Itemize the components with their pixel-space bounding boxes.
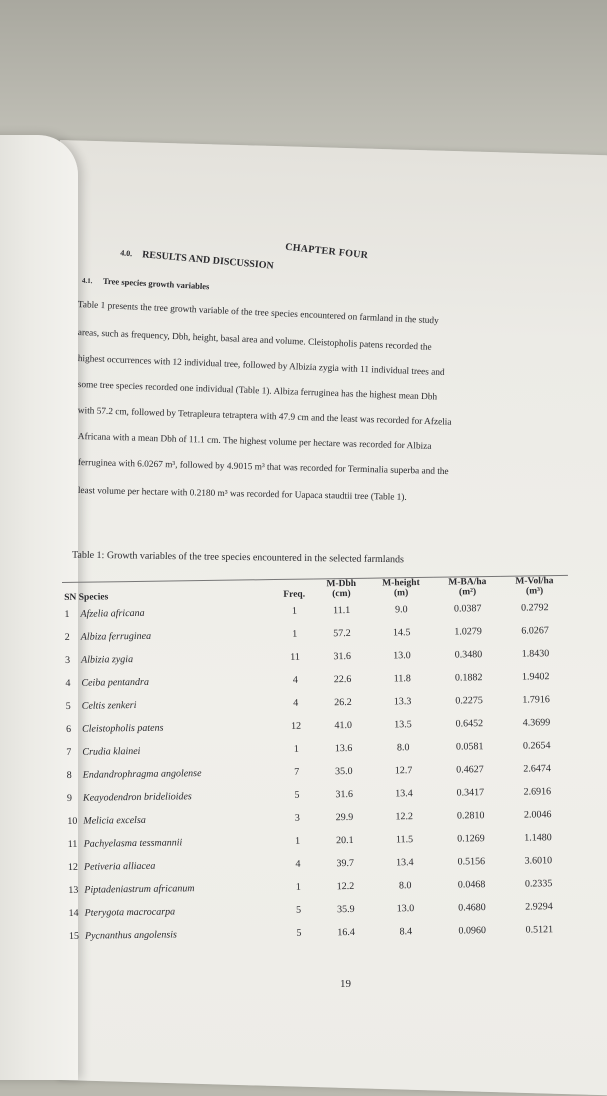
chapter-heading: CHAPTER FOUR [284, 241, 369, 262]
row-species: Pycnanthus angolensis [84, 929, 177, 942]
row-ba: 0.5156 [457, 856, 486, 868]
row-species: Petiveria alliacea [83, 860, 156, 873]
row-freq: 4 [295, 858, 301, 870]
page-number: 19 [340, 978, 351, 990]
row-dbh: 11.1 [332, 604, 351, 617]
row-vol: 0.2792 [520, 602, 549, 614]
row-species: Piptadeniastrum africanum [84, 883, 195, 896]
row-sn: 9 [66, 792, 73, 804]
row-dbh: 31.6 [333, 650, 352, 663]
row-freq: 1 [292, 628, 298, 640]
header-vol-unit: (m³) [525, 586, 544, 597]
row-dbh: 22.6 [333, 673, 352, 686]
row-freq: 1 [291, 605, 298, 617]
row-sn: 7 [66, 746, 72, 758]
row-sn: 6 [65, 723, 72, 735]
row-ba: 0.4627 [456, 764, 484, 776]
paragraph-line: least volume per hectare with 0.2180 m³ was recorded for Uapaca staudtii tree (Table 1). [77, 486, 407, 503]
row-species: Pachyelasma tessmannii [83, 837, 183, 850]
row-sn: 11 [67, 838, 78, 850]
row-freq: 12 [290, 720, 302, 732]
paragraph-line: ferruginea with 6.0267 m³, followed by 4.9015 m³ that was recorded for Terminalia superba and the [77, 458, 449, 478]
header-height-unit: (m) [393, 588, 409, 599]
row-vol: 6.0267 [521, 625, 549, 637]
header-vol [501, 575, 568, 596]
header-dbh [314, 578, 368, 599]
paragraph-line: Africana with a mean Dbh of 11.1 cm. The highest volume per hectare was recorded for Albiza [77, 432, 432, 452]
row-sn: 12 [67, 861, 79, 873]
row-species: Albiza ferruginea [80, 630, 152, 643]
header-ba-unit: (m²) [458, 587, 477, 598]
row-freq: 1 [295, 881, 301, 893]
row-vol: 0.5121 [525, 924, 554, 936]
row-sn: 4 [65, 677, 71, 689]
row-species: Melicia excelsa [83, 814, 146, 827]
row-height: 8.0 [398, 880, 412, 892]
row-vol: 0.2654 [522, 740, 551, 752]
row-ba: 0.1882 [454, 672, 483, 684]
row-species: Crudia klainei [82, 745, 141, 758]
row-species: Afzelia africana [80, 607, 145, 620]
subsection-title: Tree species growth variables [102, 275, 210, 292]
row-height: 11.8 [393, 673, 411, 685]
row-dbh: 35.9 [336, 903, 355, 916]
row-ba: 0.2275 [455, 695, 483, 707]
row-dbh: 41.0 [334, 719, 353, 732]
row-dbh: 13.6 [334, 742, 353, 755]
row-height: 13.0 [393, 650, 411, 662]
row-sn: 5 [65, 700, 71, 712]
row-freq: 5 [296, 927, 302, 939]
table-body [62, 596, 573, 948]
section-number: 4.0. [119, 248, 133, 259]
row-dbh: 35.0 [335, 765, 353, 778]
row-species: Keayodendron bridelioides [82, 791, 192, 804]
row-height: 12.2 [395, 811, 414, 823]
row-ba: 0.6452 [455, 718, 484, 730]
row-dbh: 31.6 [335, 788, 354, 801]
row-sn: 14 [68, 907, 79, 919]
row-species: Albizia zygia [81, 654, 134, 666]
row-ba: 0.0468 [457, 879, 486, 891]
row-height: 9.0 [395, 604, 408, 616]
row-ba: 0.0387 [453, 603, 482, 615]
row-dbh: 29.9 [335, 811, 354, 824]
row-freq: 3 [294, 812, 300, 824]
header-height-label: M-height [382, 578, 420, 589]
growth-variables-table [62, 575, 573, 948]
row-sn: 15 [68, 930, 80, 942]
row-dbh: 20.1 [336, 834, 354, 847]
row-height: 13.4 [395, 788, 413, 800]
row-vol: 2.9294 [525, 901, 553, 913]
row-freq: 7 [294, 766, 300, 778]
header-dbh-unit: (cm) [332, 588, 351, 600]
row-height: 13.5 [394, 719, 412, 731]
row-freq: 5 [294, 789, 300, 801]
row-sn: 13 [68, 884, 79, 896]
row-ba: 0.3480 [454, 649, 483, 661]
header-sn-species: SN Species [64, 592, 109, 603]
paragraph-line: with 57.2 cm, followed by Tetrapleura tetraptera with 47.9 cm and the least was recorded for Afzelia [77, 406, 452, 428]
row-vol: 1.9402 [521, 671, 550, 683]
paragraph-line: some tree species recorded one individual (Table 1). Albiza ferruginea has the highest mean Dbh [77, 380, 438, 403]
row-sn: 2 [64, 631, 70, 643]
row-height: 8.0 [396, 742, 410, 754]
row-ba: 0.4680 [458, 902, 486, 914]
row-dbh: 16.4 [337, 926, 355, 939]
row-freq: 4 [292, 674, 298, 686]
row-species: Ceiba pentandra [81, 676, 149, 689]
row-ba: 0.2810 [456, 810, 485, 822]
table-caption: Table 1: Growth variables of the tree species encountered in the selected farmlands [71, 549, 405, 566]
row-height: 14.5 [392, 627, 411, 639]
row-dbh: 12.2 [336, 880, 355, 893]
row-height: 13.0 [396, 903, 415, 915]
row-species: Celtis zenkeri [81, 699, 137, 712]
section-title: RESULTS AND DISCUSSION [141, 249, 275, 272]
row-height: 13.3 [393, 696, 412, 708]
paragraph-line: highest occurrences with 12 individual tree, followed by Albizia zygia with 11 individual trees and [77, 354, 445, 379]
row-height: 13.4 [396, 857, 414, 869]
row-sn: 10 [67, 815, 78, 827]
paragraph-line: areas, such as frequency, Dbh, height, basal area and volume. Cleistopholis patens recorded the [77, 328, 432, 353]
row-species: Endandrophragma angolense [82, 768, 202, 781]
row-ba: 0.0581 [455, 741, 484, 753]
row-height: 11.5 [395, 834, 414, 846]
row-ba: 0.1269 [457, 833, 485, 845]
row-freq: 11 [290, 651, 300, 663]
row-vol: 2.6916 [523, 786, 552, 798]
row-ba: 1.0279 [454, 626, 482, 638]
header-ba-label: M-BA/ha [448, 577, 487, 588]
row-freq: 1 [293, 743, 299, 755]
row-height: 12.7 [394, 765, 413, 777]
row-sn: 8 [66, 769, 72, 781]
row-dbh: 57.2 [333, 627, 351, 640]
row-vol: 3.6010 [524, 855, 553, 867]
row-sn: 1 [64, 608, 70, 620]
row-sn: 3 [65, 654, 71, 666]
row-species: Pterygota macrocarpa [84, 906, 176, 919]
row-species: Cleistopholis patens [81, 722, 164, 735]
header-freq: Freq. [283, 589, 306, 600]
row-vol: 1.8430 [521, 648, 550, 660]
row-freq: 5 [296, 904, 302, 916]
subsection-number: 4.1. [81, 276, 93, 286]
row-vol: 2.6474 [523, 763, 551, 775]
row-height: 8.4 [399, 926, 413, 938]
row-freq: 1 [295, 835, 301, 847]
row-ba: 0.3417 [456, 787, 485, 799]
row-ba: 0.0960 [458, 925, 487, 937]
header-dbh-label: M-Dbh [326, 578, 357, 590]
row-vol: 4.3699 [522, 717, 551, 729]
row-dbh: 26.2 [334, 696, 352, 709]
header-height [368, 577, 434, 598]
header-ba [434, 576, 501, 597]
paragraph-line: Table 1 presents the tree growth variable of the tree species encountered on farmland in the study [77, 300, 439, 327]
header-vol-label: M-Vol/ha [515, 576, 554, 587]
row-vol: 2.0046 [523, 809, 552, 821]
row-vol: 1.1480 [524, 832, 552, 844]
row-vol: 0.2335 [524, 878, 553, 890]
row-vol: 1.7916 [522, 694, 550, 706]
row-dbh: 39.7 [336, 857, 354, 870]
row-freq: 4 [293, 697, 299, 709]
